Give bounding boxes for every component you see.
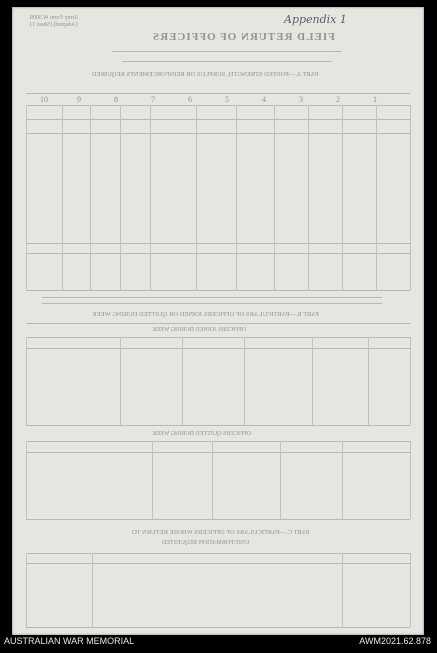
rule (26, 563, 410, 564)
part-a-heading: PART A.—POSTED STRENGTH, SURPLUS OR REINFORCEMENTS REQUIRED (92, 71, 319, 78)
handwritten-annotation: Appendix 1 (284, 13, 347, 26)
rule (26, 627, 410, 628)
column-divider (212, 441, 213, 519)
rule (42, 297, 382, 298)
reference-caption: AWM2021.62.878 (359, 636, 431, 646)
joined-heading: OFFICERS JOINED DURING WEEK (152, 327, 247, 333)
column-divider (26, 337, 27, 425)
column-divider (150, 105, 151, 290)
rule (26, 519, 410, 520)
document-page (12, 7, 424, 635)
part-c-heading: PART C.—PARTICULARS OF OFFICERS WHOSE RETURN TO (132, 529, 310, 536)
rule (26, 425, 410, 426)
rule (26, 253, 410, 254)
column-divider (196, 105, 197, 290)
column-divider (26, 105, 27, 290)
column-number: 8 (114, 95, 118, 104)
column-divider (26, 441, 27, 519)
column-divider (90, 105, 91, 290)
rule (26, 93, 410, 94)
column-number: 7 (151, 95, 155, 104)
rule (26, 337, 410, 338)
column-divider (308, 105, 309, 290)
column-divider (342, 105, 343, 290)
rule (26, 441, 410, 442)
form-reference-line-2: (Adapted) (Sheet 1) (30, 22, 78, 28)
rule (26, 119, 410, 120)
column-divider (312, 337, 313, 425)
form-reference (30, 15, 79, 29)
column-divider (410, 553, 411, 627)
form-reference-line-1: Army Form W.3009 (30, 15, 79, 21)
column-number: 4 (262, 95, 266, 104)
column-divider (26, 553, 27, 627)
quitted-heading: OFFICERS QUITTED DURING WEEK (152, 431, 252, 437)
rule (42, 303, 382, 304)
column-number: 3 (299, 95, 303, 104)
column-divider (280, 441, 281, 519)
form-heading: FIELD RETURN OF OFFICERS (152, 31, 335, 43)
column-divider (376, 105, 377, 290)
rule (26, 105, 410, 106)
rule (122, 61, 332, 62)
column-divider (410, 441, 411, 519)
column-number: 1 (373, 95, 377, 104)
column-divider (342, 441, 343, 519)
column-number: 10 (40, 95, 48, 104)
rule (26, 452, 410, 453)
column-divider (368, 337, 369, 425)
column-divider (120, 105, 121, 290)
column-divider (62, 105, 63, 290)
rule (26, 348, 410, 349)
column-divider (182, 337, 183, 425)
column-number: 6 (188, 95, 192, 104)
rule (26, 553, 410, 554)
column-divider (342, 553, 343, 627)
rule (26, 243, 410, 244)
column-divider (120, 337, 121, 425)
column-divider (152, 441, 153, 519)
column-number: 9 (77, 95, 81, 104)
column-divider (410, 105, 411, 290)
source-caption: AUSTRALIAN WAR MEMORIAL (4, 636, 135, 646)
part-c-subheading: UNIT/FORMATION REQUESTED (162, 540, 250, 546)
column-divider (92, 553, 93, 627)
column-divider (410, 337, 411, 425)
column-divider (274, 105, 275, 290)
rule (112, 51, 342, 52)
rule (26, 323, 410, 324)
rule (26, 133, 410, 134)
rule (26, 290, 410, 291)
column-divider (244, 337, 245, 425)
part-b-heading: PART B.—PARTICULARS OF OFFICERS JOINED OR QUITTED DURING WEEK (92, 311, 319, 318)
column-number: 2 (336, 95, 340, 104)
column-divider (236, 105, 237, 290)
column-number: 5 (225, 95, 229, 104)
